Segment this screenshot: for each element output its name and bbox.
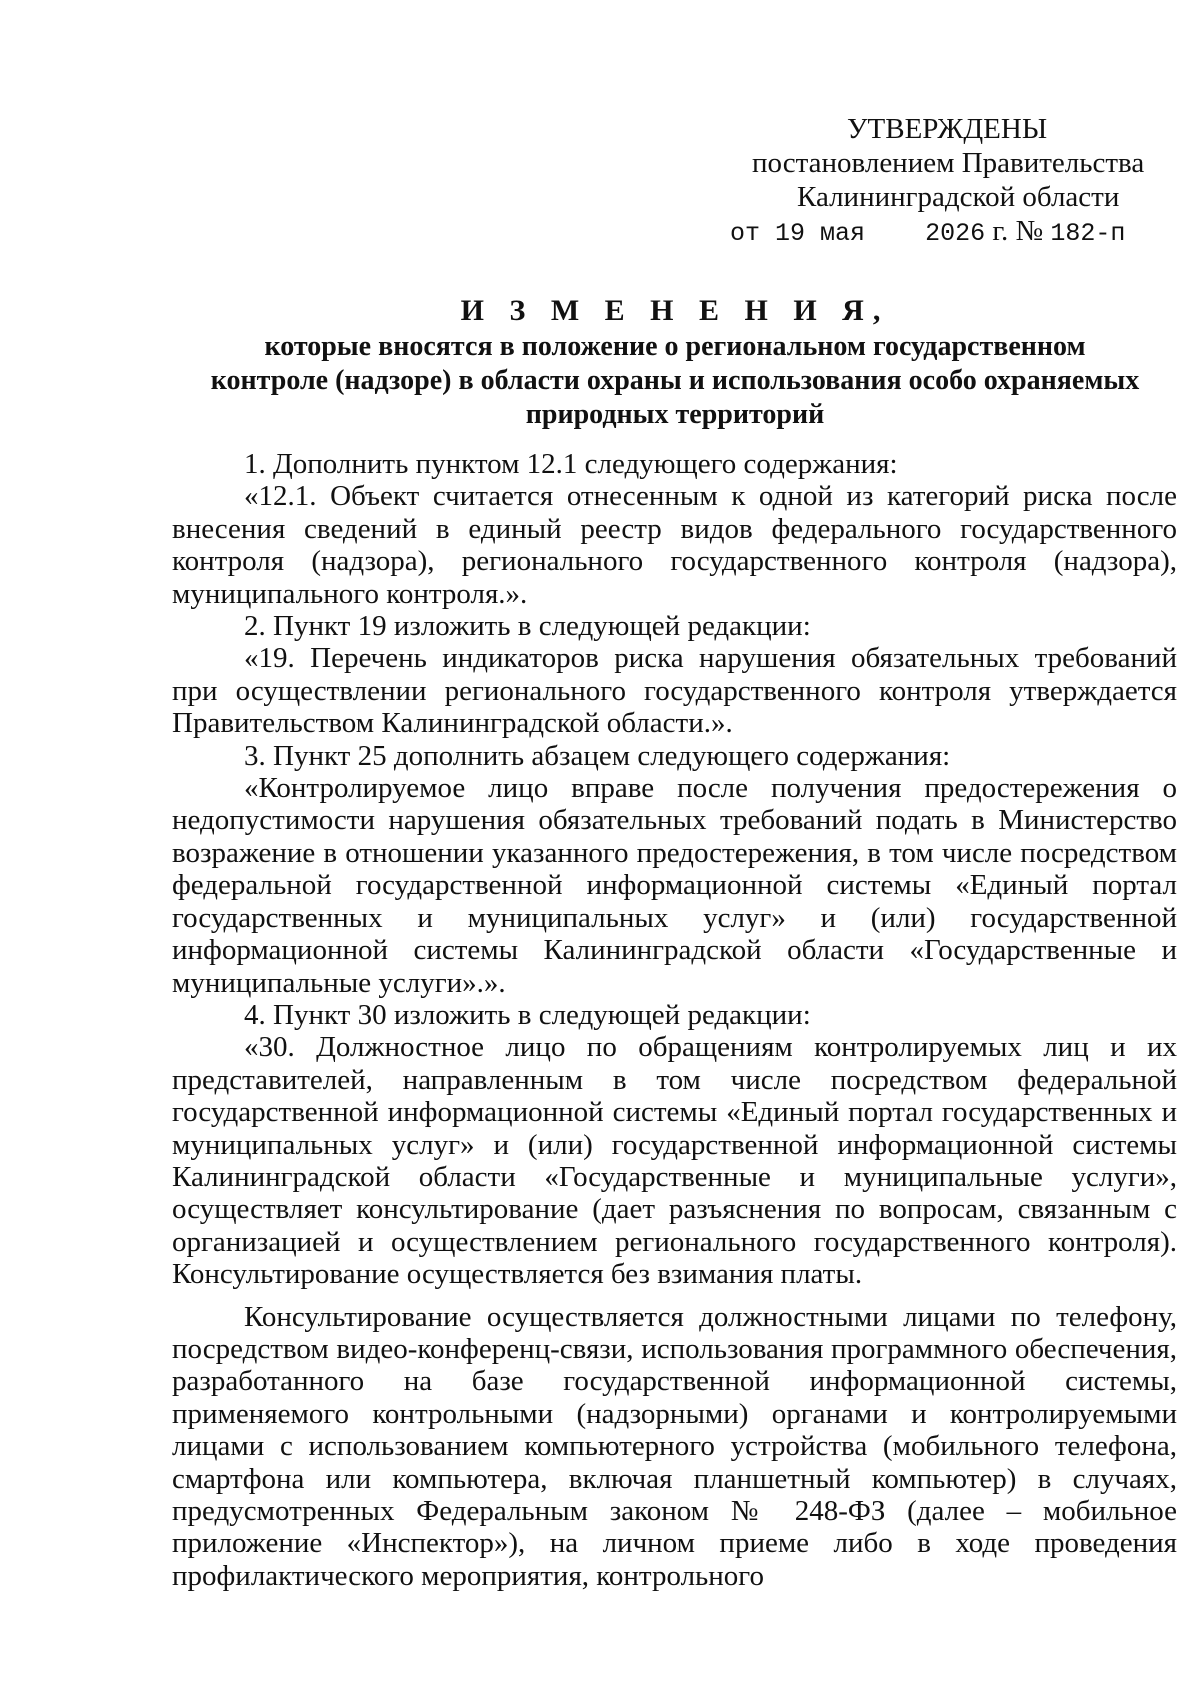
approval-region: Калининградской области — [797, 181, 1120, 213]
title-line-2: контроле (надзоре) в области охраны и использования особо охраняемых — [210, 365, 1140, 396]
title-main: И З М Е Н Е Н И Я, — [460, 294, 890, 327]
paragraph: «12.1. Объект считается отнесенным к одной из категорий риска после внесения сведений в единый реестр видов федерального государственного контроля (надзора), регионального государственного контроля (надзора), муниципального контроля.». — [172, 480, 1177, 610]
paragraph: 2. Пункт 19 изложить в следующей редакции: — [244, 610, 811, 643]
title-line-3: природных территорий — [525, 399, 825, 430]
approval-year: 2026 — [925, 219, 986, 248]
approval-stamp — [712, 112, 1152, 251]
approval-date: 19 мая — [775, 219, 866, 248]
year-suffix: г. № — [992, 215, 1044, 247]
paragraph: 4. Пункт 30 изложить в следующей редакции: — [244, 998, 811, 1031]
date-prefix: от — [730, 219, 761, 248]
paragraph: Консультирование осуществляется должностными лицами по телефону, посредством видео-конференц-связи, использования программного обеспечения, разработанного на базе государственной информационной системы, применяемого контрольными (надзорными) органами и контролируемыми лицами с использованием компьютерного устройства (мобильного телефона, смартфона или компьютера, включая планшетный компьютер) в случаях, предусмотренных Федеральным законом № 248-ФЗ (далее – мобильное приложение «Инспектор»), на личном приеме либо в ходе проведения профилактического мероприятия, контрольного — [172, 1300, 1177, 1592]
approval-date-number — [712, 214, 1152, 251]
document-body — [172, 448, 1177, 1592]
title-line-1: которые вносятся в положение о региональном государственном — [264, 331, 1086, 362]
approval-heading: УТВЕРЖДЕНЫ — [847, 113, 1048, 145]
paragraph: «19. Перечень индикаторов риска нарушения обязательных требований при осуществлении регионального государственного контроля утверждается Правительством Калининградской области.». — [172, 642, 1177, 740]
paragraph: 3. Пункт 25 дополнить абзацем следующего содержания: — [244, 739, 951, 772]
paragraph: 1. Дополнить пунктом 12.1 следующего содержания: — [244, 448, 898, 480]
paragraph: «Контролируемое лицо вправе после получения предостережения о недопустимости нарушения обязательных требований подать в Министерство возражение в отношении указанного предостережения, в том числе посредством федеральной государственной информационной системы «Единый портал государственных и муниципальных услуг» и (или) государственной информационной системы Калининградской области «Государственные и муниципальные услуги».». — [172, 772, 1177, 999]
approval-number: 182-п — [1050, 219, 1126, 248]
approval-issuer: постановлением Правительства — [752, 147, 1145, 179]
document-title — [175, 292, 1175, 432]
paragraph: «30. Должностное лицо по обращениям контролируемых лиц и их представителей, направленным в том числе посредством федеральной государственной информационной системы «Единый портал государственных и муниципальных услуг» и (или) государственной информационной системы Калининградской области «Государственные и муниципальные услуги», осуществляет консультирование (дает разъяснения по вопросам, связанным с организацией и осуществлением регионального государственного контроля). Консультирование осуществляется без взимания платы. — [172, 1031, 1177, 1291]
